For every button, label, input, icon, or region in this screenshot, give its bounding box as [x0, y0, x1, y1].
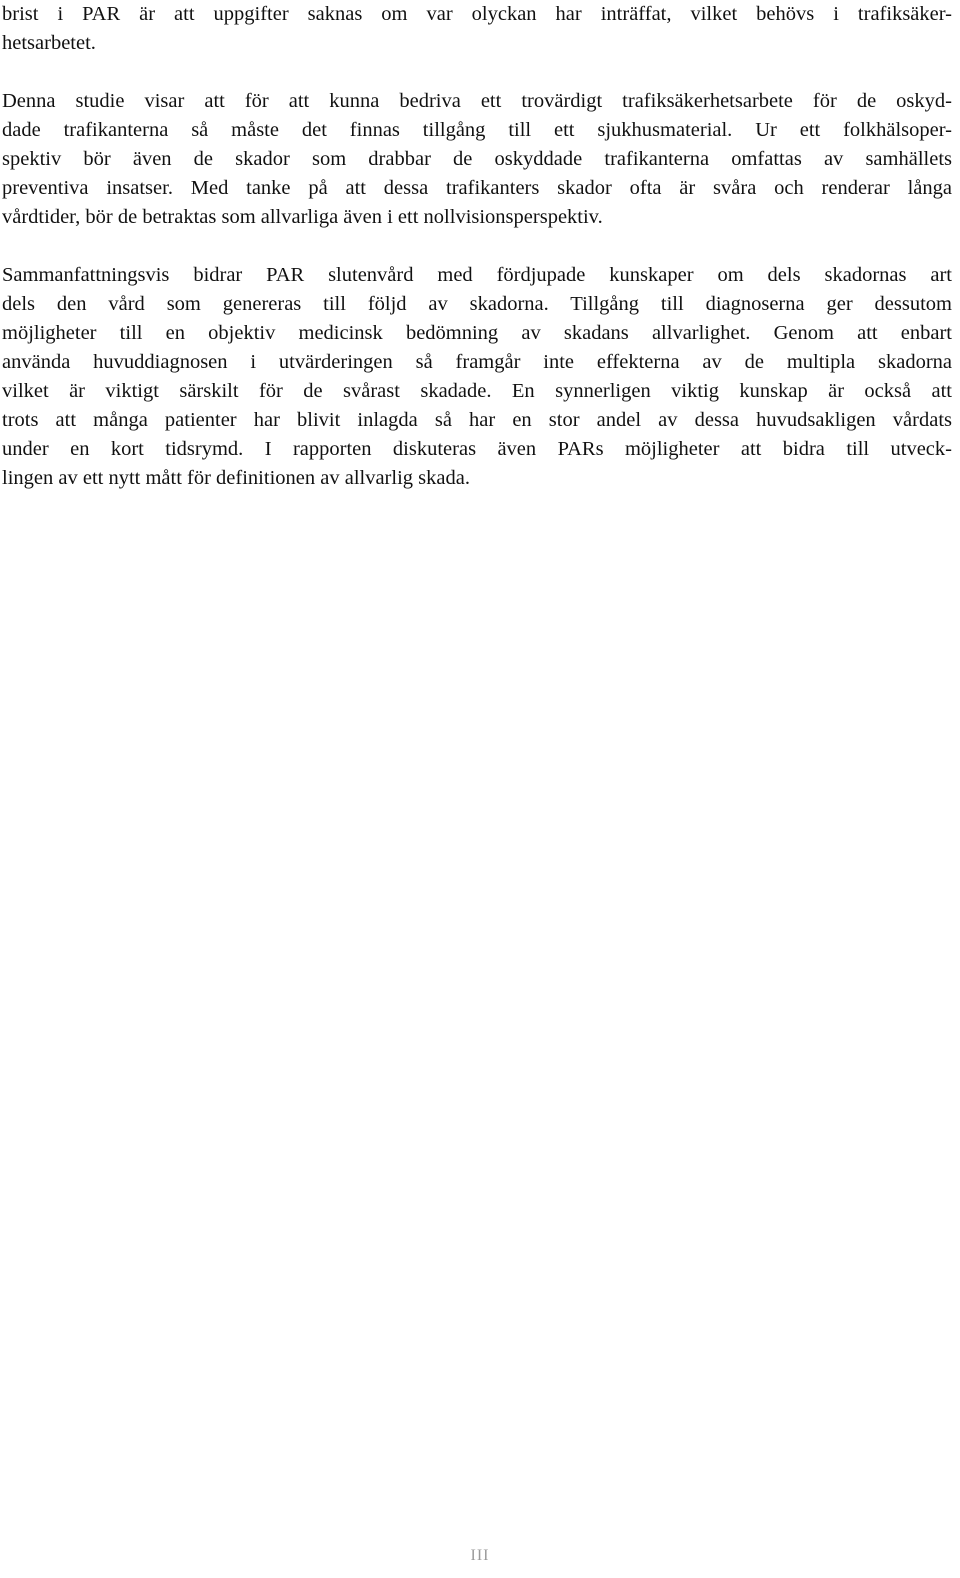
paragraph-3 — [2, 261, 952, 493]
text-line: under en kort tidsrymd. I rapporten diskuteras även PARs möjligheter att bidra till utveck- — [2, 438, 952, 460]
text-line: använda huvuddiagnosen i utvärderingen så framgår inte effekterna av de multipla skadorna — [2, 351, 952, 373]
text-line: möjligheter till en objektiv medicinsk bedömning av skadans allvarlighet. Genom att enbart — [2, 322, 952, 344]
paragraph-2 — [2, 87, 952, 232]
body-text — [2, 0, 952, 522]
text-line: trots att många patienter har blivit inlagda så har en stor andel av dessa huvudsakligen vårdats — [2, 409, 952, 431]
text-line: vilket är viktigt särskilt för de svårast skadade. En synnerligen viktig kunskap är också att — [2, 380, 952, 402]
text-line: hetsarbetet. — [2, 32, 96, 54]
text-line: preventiva insatser. Med tanke på att dessa trafikanters skador ofta är svåra och renderar långa — [2, 177, 952, 199]
text-line: brist i PAR är att uppgifter saknas om var olyckan har inträffat, vilket behövs i trafiksäker- — [2, 3, 952, 25]
text-line: dels den vård som genereras till följd av skadorna. Tillgång till diagnoserna ger dessutom — [2, 293, 952, 315]
text-line: lingen av ett nytt mått för definitionen av allvarlig skada. — [2, 467, 470, 489]
page-number: III — [470, 1547, 490, 1564]
text-line: vårdtider, bör de betraktas som allvarliga även i ett nollvisionsperspektiv. — [2, 206, 603, 228]
paragraph-1 — [2, 0, 952, 58]
text-line: Sammanfattningsvis bidrar PAR slutenvård med fördjupade kunskaper om dels skadornas art — [2, 264, 952, 286]
text-line: Denna studie visar att för att kunna bedriva ett trovärdigt trafiksäkerhetsarbete för de oskyd- — [2, 90, 952, 112]
text-line: spektiv bör även de skador som drabbar de oskyddade trafikanterna omfattas av samhällets — [2, 148, 952, 170]
text-line: dade trafikanterna så måste det finnas tillgång till ett sjukhusmaterial. Ur ett folkhälsoper- — [2, 119, 952, 141]
